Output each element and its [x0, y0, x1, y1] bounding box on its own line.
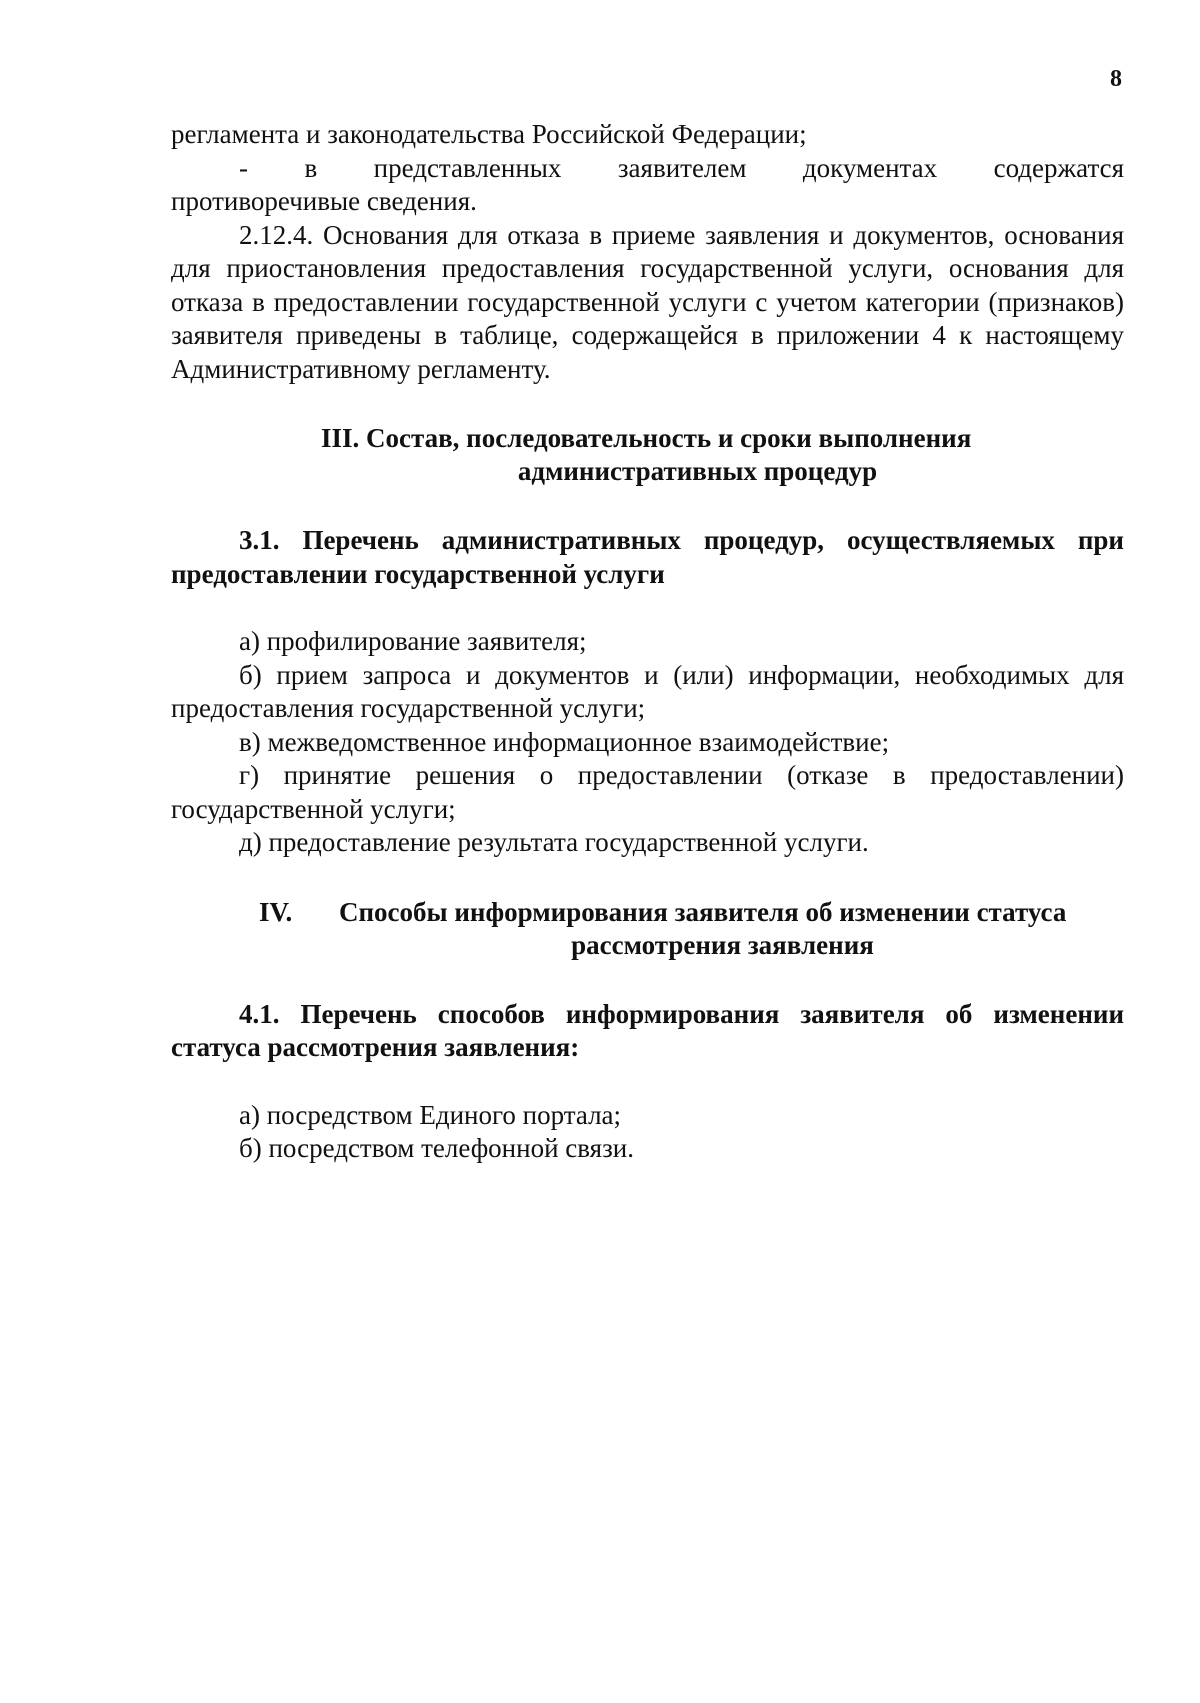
paragraph-2-12-4: 2.12.4. Основания для отказа в приеме заявления и документов, основания для приостановления предоставления государственной услуги, основания для отказа в предоставлении государственной услуги с учетом категории (признаков) заявителя приведены в таблице, содержащейся в приложении 4 к настоящему Административному регламенту. — [171, 219, 1124, 384]
dash-word: представленных — [373, 152, 562, 183]
intro-line: регламента и законодательства Российской Федерации; — [171, 119, 807, 149]
section-4-heading-line1: Способы информирования заявителя об изменении статуса — [339, 896, 1067, 927]
dash-list-continuation: противоречивые сведения. — [171, 186, 477, 216]
section-3-heading-line1: III. Состав, последовательность и сроки выполнения — [321, 423, 972, 453]
dash-word: заявителем — [617, 152, 747, 183]
section-3-heading — [171, 422, 1124, 488]
section-3-item: д) предоставление результата государственной услуги. — [239, 827, 869, 857]
dash-word: в — [304, 152, 318, 183]
dash-word: документах — [802, 152, 938, 183]
page-number: 8 — [1110, 66, 1122, 92]
section-4-item: б) посредством телефонной связи. — [239, 1133, 634, 1163]
section-4-numeral: IV. — [259, 896, 293, 927]
section-4-heading-line2: рассмотрения заявления — [571, 929, 874, 960]
section-3-heading-line2: административных процедур — [517, 456, 878, 486]
dash-word: - — [239, 152, 248, 183]
dash-list-line — [171, 152, 1124, 186]
section-3-1-heading: 3.1. Перечень административных процедур, осуществляемых при предоставлении государственной услуги — [171, 525, 1124, 589]
section-3-item: в) межведомственное информационное взаимодействие; — [239, 726, 890, 757]
section-4-heading — [171, 896, 1124, 962]
section-3-item: г) принятие решения о предоставлении (отказе в предоставлении) государственной услуги; — [171, 760, 1124, 824]
section-4-1-heading: 4.1. Перечень способов информирования заявителя об изменении статуса рассмотрения заявления: — [171, 998, 1124, 1062]
dash-word: содержатся — [993, 152, 1124, 183]
section-3-item: а) профилирование заявителя; — [239, 626, 587, 656]
section-4-item: а) посредством Единого портала; — [239, 1099, 622, 1130]
section-3-item: б) прием запроса и документов и (или) информации, необходимых для предоставления государственной услуги; — [171, 659, 1124, 723]
page-content — [171, 118, 1124, 1166]
